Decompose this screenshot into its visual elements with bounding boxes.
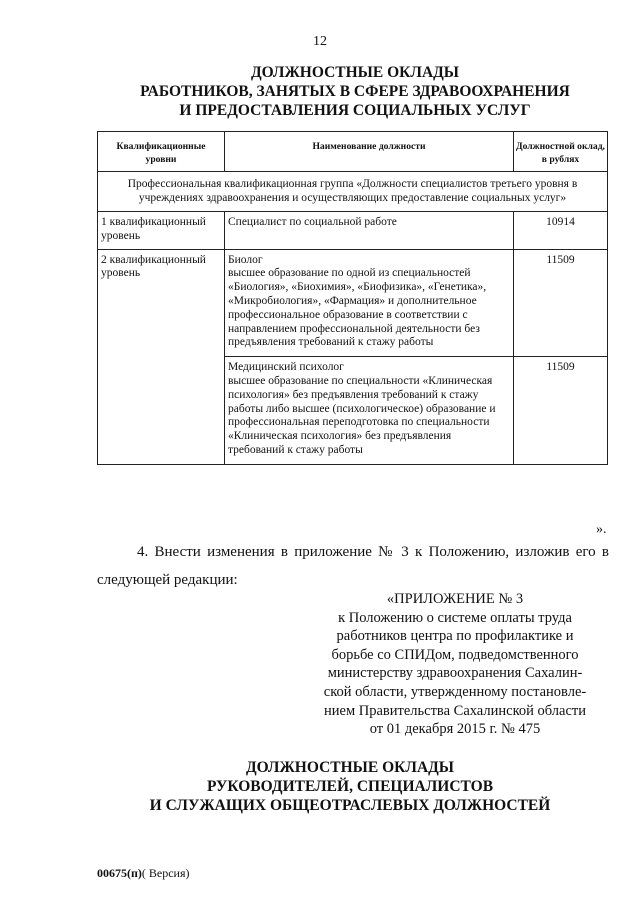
title-line: И ПРЕДОСТАВЛЕНИЯ СОЦИАЛЬНЫХ УСЛУГ [179,102,531,119]
group-title: Профессиональная квалификационная группа «Должности специалистов третьего уровня в учреждениях здравоохранения и осуществляющих предоставление социальных услуг» [98,172,608,212]
version-label: ( Версия) [141,866,190,880]
table-header-row [98,132,608,172]
table-row [98,249,608,357]
document-code: 00675(п) [97,866,142,880]
appendix-line: к Положению о системе оплаты труда [338,609,572,626]
page-number: 12 [313,34,327,49]
level-cell: 1 квалификационный уровень [98,212,225,250]
title-line: ДОЛЖНОСТНЫЕ ОКЛАДЫ [245,759,455,776]
position-cell [225,249,514,357]
title-line: РУКОВОДИТЕЛЕЙ, СПЕЦИАЛИСТОВ [206,778,494,795]
paragraph-line: 4. Внести изменения в приложение № 3 к Положению, изложив его в [137,544,609,560]
appendix-line: ской области, утвержденному постановле- [323,683,587,700]
appendix-line: «ПРИЛОЖЕНИЕ № 3 [386,591,524,607]
level-cell: 2 квалификационный уровень [98,249,225,464]
footer [97,866,190,881]
section-title [100,758,600,815]
header-salary: Должностной оклад, в рублях [514,132,608,172]
appendix-header [316,590,594,739]
position-name: Медицинский психолог [228,361,344,374]
title-line: ДОЛЖНОСТНЫЕ ОКЛАДЫ [250,64,460,81]
header-position: Наименование должности [225,132,514,172]
position-requirements: высшее образование по одной из специальностей «Биология», «Биохимия», «Биофизика», «Генетика», «Микробиология», «Фармация» и дополнительное профессиональное образование в соответствии с направлением профессиональной деятельности без предъявления требований к стажу работы [228,267,487,349]
appendix-line: работников центра по профилактике и [336,628,574,645]
salary-cell: 11509 [514,357,608,465]
salary-cell: 11509 [514,249,608,357]
salary-cell: 10914 [514,212,608,250]
document-title [80,63,630,120]
position-requirements: высшее образование по специальности «Клиническая психология» без предъявления требований к стажу работы либо высшее (психологическое) образование и профессиональная переподготовка по специальности «Клиническая психология» без предъявления требований к стажу работы [228,374,496,456]
appendix-line: от 01 декабря 2015 г. № 475 [369,721,541,738]
position-name: Специалист по социальной работе [228,216,397,228]
appendix-line: министерству здравоохранения Сахалин- [327,665,583,682]
salary-table [97,131,608,465]
header-level: Квалификационные уровни [98,132,225,172]
closing-quote: ». [596,522,607,537]
position-cell [225,212,514,250]
title-line: РАБОТНИКОВ, ЗАНЯТЫХ В СФЕРЕ ЗДРАВООХРАНЕНИЯ [140,83,570,100]
position-cell [225,357,514,465]
paragraph-line: следующей редакции: [97,572,238,588]
amendment-paragraph [97,538,609,594]
position-name: Биолог [228,253,263,266]
appendix-line: нием Правительства Сахалинской области [324,702,586,719]
appendix-line: борьбе со СПИДом, подведомственного [331,646,579,663]
group-row [98,172,608,212]
title-line: И СЛУЖАЩИХ ОБЩЕОТРАСЛЕВЫХ ДОЛЖНОСТЕЙ [149,797,551,814]
table-row [98,212,608,250]
